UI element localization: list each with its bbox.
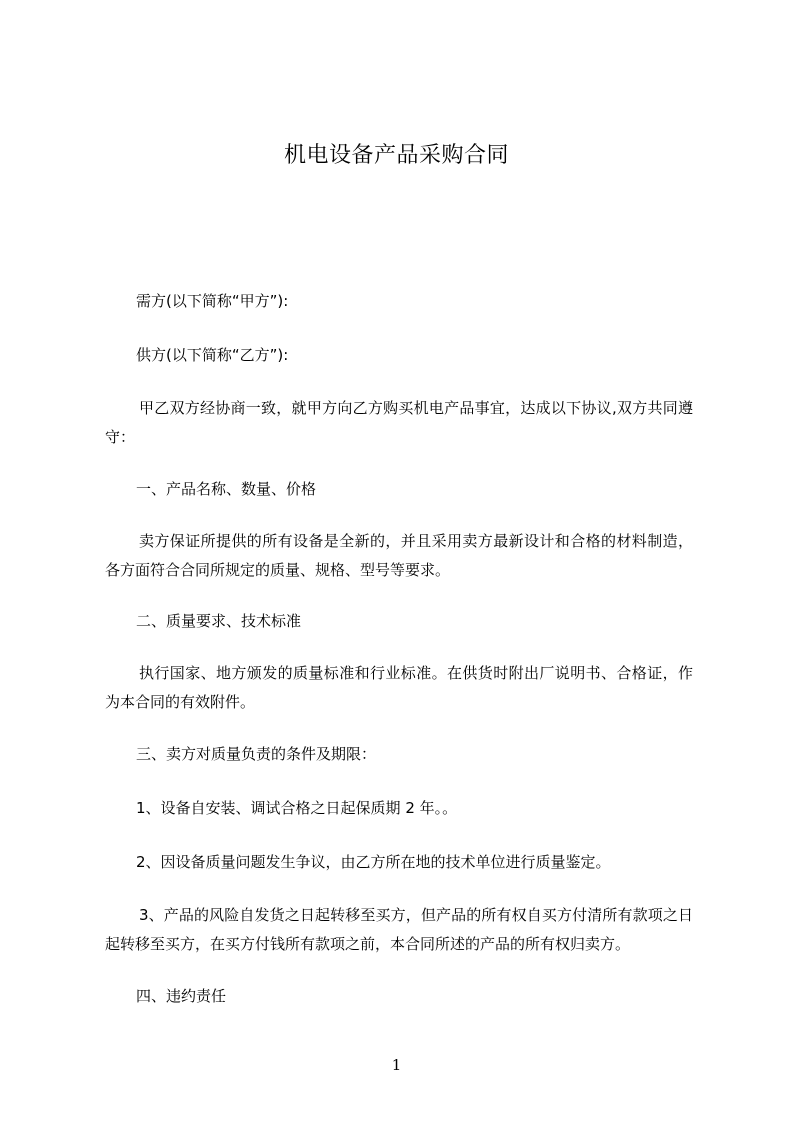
party-a-line: 需方(以下简称“甲方”):: [136, 292, 289, 310]
section-3-heading: 三、卖方对质量负责的条件及期限：: [136, 745, 377, 763]
page-number: 1: [391, 1056, 402, 1074]
section-3-item-1: 1、设备自安装、调试合格之日起保质期 2 年。。: [136, 799, 458, 817]
party-b-line: 供方(以下简称“乙方”):: [136, 346, 289, 364]
section-2-heading: 二、质量要求、技术标准: [136, 612, 302, 630]
document-title: 机电设备产品采购合同: [283, 143, 509, 168]
intro-paragraph: 甲乙双方经协商一致，就甲方向乙方购买机电产品事宜，达成以下协议,双方共同遵守：: [105, 399, 693, 446]
section-4-heading: 四、违约责任: [136, 987, 227, 1005]
section-2-body: 执行国家、地方颁发的质量标准和行业标准。在供货时附出厂说明书、合格证，作为本合同的有效附件。: [105, 664, 693, 711]
section-3-item-3: 3、产品的风险自发货之日起转移至买方，但产品的所有权自买方付清所有款项之日起转移至买方，在买方付钱所有款项之前，本合同所述的产品的所有权归卖方。: [105, 906, 693, 953]
section-1-body: 卖方保证所提供的所有设备是全新的，并且采用卖方最新设计和合格的材料制造，各方面符合合同所规定的质量、规格、型号等要求。: [105, 532, 693, 579]
section-3-item-2: 2、因设备质量问题发生争议，由乙方所在地的技术单位进行质量鉴定。: [136, 853, 611, 871]
section-1-heading: 一、产品名称、数量、价格: [136, 480, 317, 498]
